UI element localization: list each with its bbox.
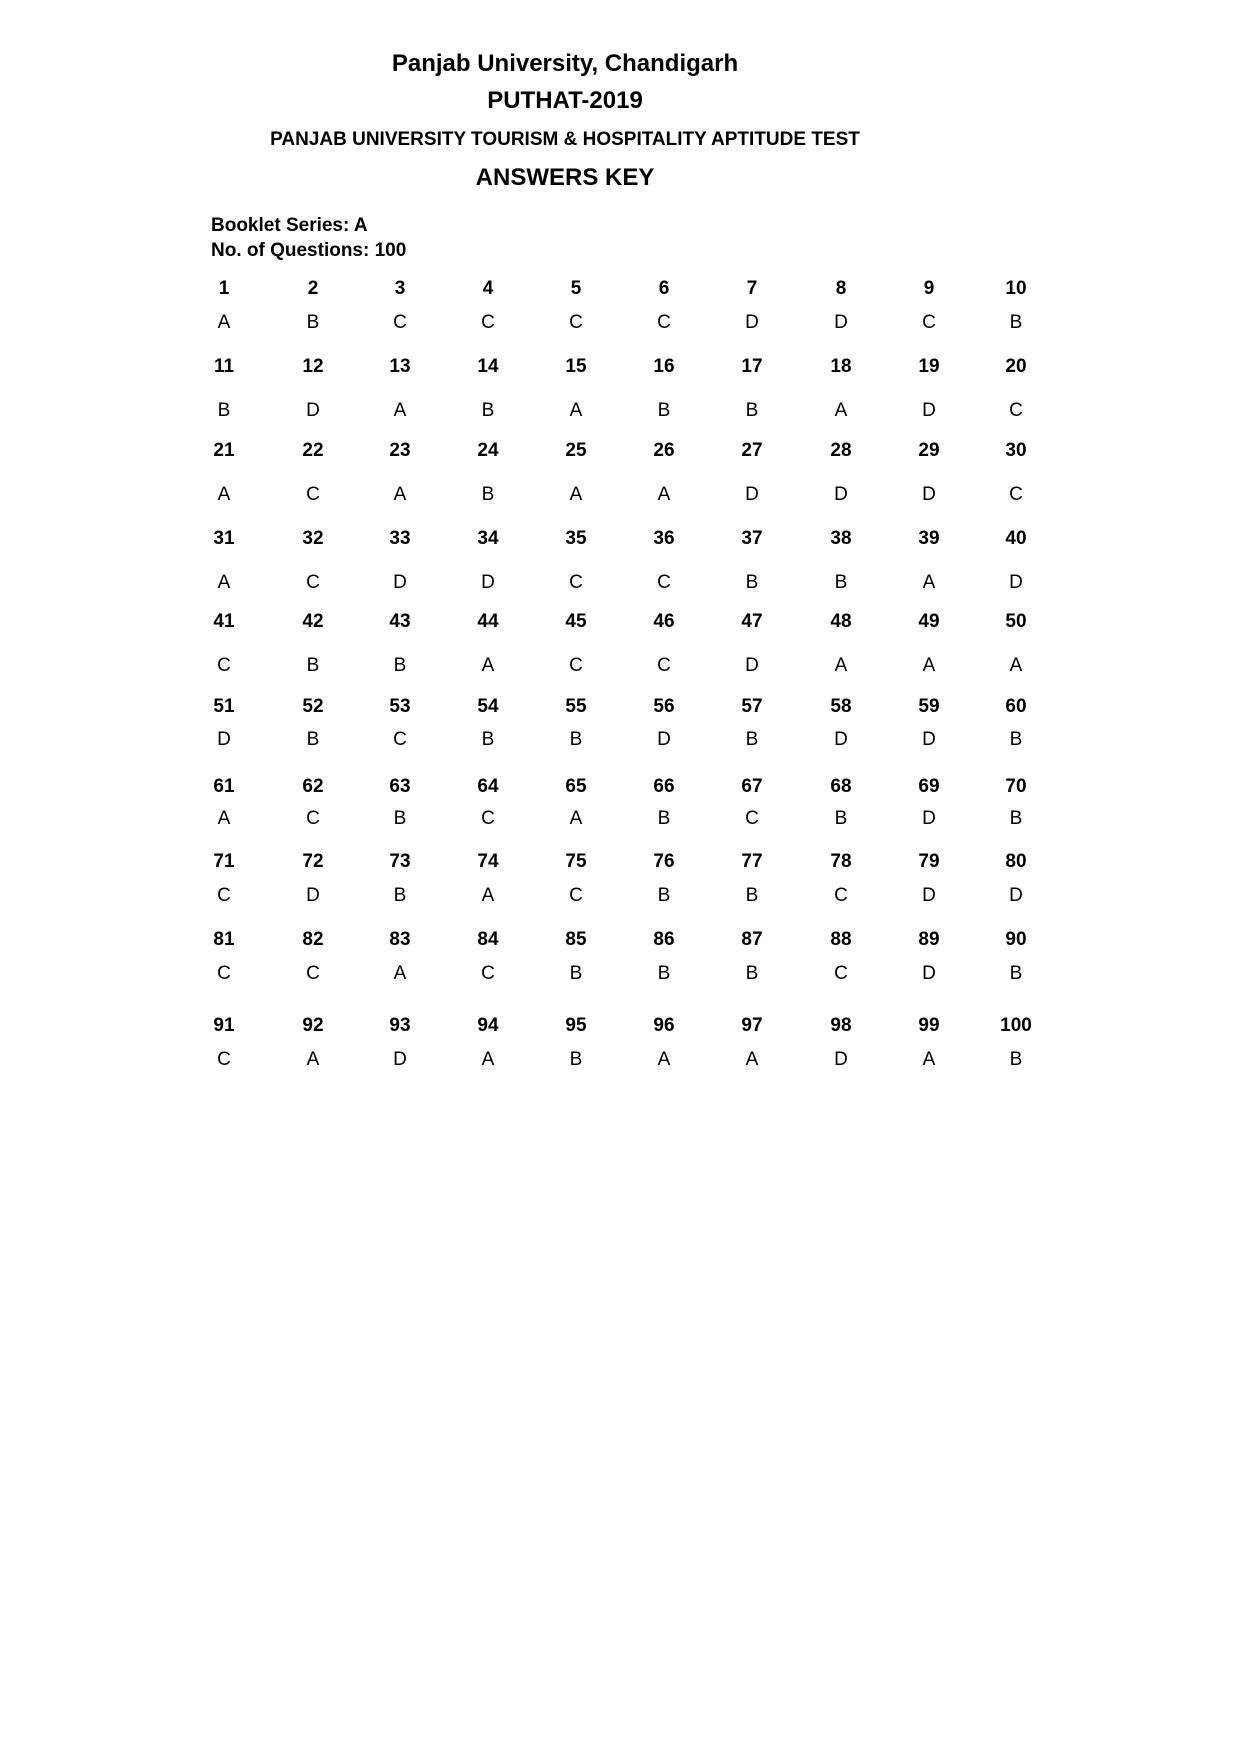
answer-option: B	[393, 808, 407, 829]
answer-option: D	[922, 400, 936, 421]
question-number: 65	[565, 776, 587, 797]
answer-option: A	[217, 484, 231, 505]
question-number: 96	[653, 1015, 675, 1036]
answer-option: A	[393, 484, 407, 505]
question-number: 32	[302, 528, 324, 549]
question-number: 2	[307, 278, 319, 299]
question-number: 76	[653, 851, 675, 872]
question-number: 53	[389, 696, 411, 717]
question-number: 99	[918, 1015, 940, 1036]
answer-option: C	[834, 885, 848, 906]
question-number: 60	[1005, 696, 1027, 717]
answer-option: B	[569, 1049, 583, 1070]
question-number: 58	[830, 696, 852, 717]
question-number: 16	[653, 356, 675, 377]
answer-option: D	[922, 885, 936, 906]
university-name: Panjab University, Chandigarh	[391, 50, 739, 77]
question-number: 4	[482, 278, 494, 299]
answer-option: B	[745, 572, 759, 593]
question-number: 92	[302, 1015, 324, 1036]
answer-option: D	[1009, 885, 1023, 906]
question-number: 51	[213, 696, 235, 717]
answer-option: C	[306, 963, 320, 984]
answer-option: B	[745, 729, 759, 750]
question-number: 100	[1000, 1015, 1032, 1036]
answer-option: B	[1009, 1049, 1023, 1070]
answer-option: D	[306, 885, 320, 906]
question-number: 57	[741, 696, 763, 717]
answer-option: B	[657, 808, 671, 829]
question-number: 55	[565, 696, 587, 717]
question-number: 36	[653, 528, 675, 549]
question-number: 88	[830, 929, 852, 950]
booklet-series: Booklet Series: A	[211, 215, 368, 236]
question-number: 47	[741, 611, 763, 632]
question-number: 14	[477, 356, 499, 377]
answer-option: A	[569, 808, 583, 829]
question-number: 9	[923, 278, 935, 299]
answer-option: A	[834, 655, 848, 676]
answer-option: B	[393, 655, 407, 676]
answer-option: A	[1009, 655, 1023, 676]
answer-option: C	[217, 1049, 231, 1070]
question-number: 87	[741, 929, 763, 950]
question-number: 49	[918, 611, 940, 632]
answer-option: C	[306, 572, 320, 593]
question-number: 7	[746, 278, 758, 299]
question-number: 15	[565, 356, 587, 377]
answer-option: B	[1009, 963, 1023, 984]
answer-option: B	[217, 400, 231, 421]
question-number: 41	[213, 611, 235, 632]
question-number: 72	[302, 851, 324, 872]
answer-option: A	[393, 963, 407, 984]
answer-option: B	[569, 963, 583, 984]
answer-option: C	[217, 885, 231, 906]
answer-option: C	[569, 572, 583, 593]
answer-option: D	[834, 1049, 848, 1070]
question-number: 52	[302, 696, 324, 717]
answer-option: B	[306, 655, 320, 676]
answer-option: B	[481, 484, 495, 505]
answer-option: C	[1009, 484, 1023, 505]
answer-option: C	[1009, 400, 1023, 421]
answer-option: B	[834, 808, 848, 829]
question-number: 25	[565, 440, 587, 461]
question-number: 89	[918, 929, 940, 950]
question-number: 44	[477, 611, 499, 632]
question-number: 33	[389, 528, 411, 549]
question-number: 19	[918, 356, 940, 377]
answer-option: D	[481, 572, 495, 593]
answer-option: D	[922, 963, 936, 984]
question-number: 84	[477, 929, 499, 950]
answer-option: D	[393, 572, 407, 593]
answer-option: A	[569, 400, 583, 421]
question-number: 18	[830, 356, 852, 377]
test-name: PANJAB UNIVERSITY TOURISM & HOSPITALITY APTITUDE TEST	[270, 129, 860, 150]
question-number: 43	[389, 611, 411, 632]
answer-option: C	[306, 484, 320, 505]
answer-option: A	[922, 655, 936, 676]
question-number: 69	[918, 776, 940, 797]
question-number: 48	[830, 611, 852, 632]
question-number: 1	[218, 278, 230, 299]
question-number: 97	[741, 1015, 763, 1036]
answer-option: C	[569, 655, 583, 676]
question-number: 38	[830, 528, 852, 549]
answer-option: C	[569, 885, 583, 906]
answer-option: A	[217, 572, 231, 593]
answer-option: A	[922, 572, 936, 593]
answer-option: B	[1009, 312, 1023, 333]
answer-option: C	[217, 655, 231, 676]
answer-option: A	[481, 1049, 495, 1070]
answer-option: B	[745, 885, 759, 906]
question-number: 34	[477, 528, 499, 549]
question-count: No. of Questions: 100	[211, 240, 407, 261]
answer-option: C	[481, 808, 495, 829]
question-number: 80	[1005, 851, 1027, 872]
question-number: 40	[1005, 528, 1027, 549]
question-number: 20	[1005, 356, 1027, 377]
answer-option: B	[657, 400, 671, 421]
question-number: 70	[1005, 776, 1027, 797]
answer-option: B	[393, 885, 407, 906]
answer-option: D	[657, 729, 671, 750]
answer-option: D	[922, 729, 936, 750]
question-number: 86	[653, 929, 675, 950]
question-number: 83	[389, 929, 411, 950]
answer-option: C	[745, 808, 759, 829]
answer-option: D	[1009, 572, 1023, 593]
answer-option: C	[217, 963, 231, 984]
answer-option: A	[745, 1049, 759, 1070]
answer-option: A	[217, 312, 231, 333]
question-number: 77	[741, 851, 763, 872]
answer-option: B	[657, 963, 671, 984]
answer-option: B	[834, 572, 848, 593]
question-number: 98	[830, 1015, 852, 1036]
question-number: 62	[302, 776, 324, 797]
answer-option: D	[922, 484, 936, 505]
answer-option: C	[922, 312, 936, 333]
question-number: 54	[477, 696, 499, 717]
question-number: 11	[213, 356, 235, 377]
question-number: 61	[213, 776, 235, 797]
question-number: 63	[389, 776, 411, 797]
answer-option: A	[657, 1049, 671, 1070]
question-number: 50	[1005, 611, 1027, 632]
answer-option: C	[393, 729, 407, 750]
question-number: 91	[213, 1015, 235, 1036]
question-number: 29	[918, 440, 940, 461]
question-number: 12	[302, 356, 324, 377]
answer-option: B	[657, 885, 671, 906]
question-number: 31	[213, 528, 235, 549]
question-number: 17	[741, 356, 763, 377]
question-number: 74	[477, 851, 499, 872]
question-number: 8	[835, 278, 847, 299]
question-number: 46	[653, 611, 675, 632]
answer-option: D	[834, 729, 848, 750]
question-number: 35	[565, 528, 587, 549]
answer-option: C	[834, 963, 848, 984]
answer-option: A	[481, 885, 495, 906]
answer-option: C	[481, 312, 495, 333]
question-number: 6	[658, 278, 670, 299]
question-number: 73	[389, 851, 411, 872]
answer-option: C	[657, 655, 671, 676]
question-number: 95	[565, 1015, 587, 1036]
answer-option: B	[306, 729, 320, 750]
answer-option: D	[834, 312, 848, 333]
question-number: 56	[653, 696, 675, 717]
question-number: 24	[477, 440, 499, 461]
question-number: 13	[389, 356, 411, 377]
answer-option: C	[657, 312, 671, 333]
answer-option: B	[306, 312, 320, 333]
answer-option: B	[481, 400, 495, 421]
question-number: 3	[394, 278, 406, 299]
answer-option: B	[745, 963, 759, 984]
answer-option: B	[1009, 729, 1023, 750]
answer-option: D	[922, 808, 936, 829]
question-number: 5	[570, 278, 582, 299]
answer-option: C	[481, 963, 495, 984]
question-number: 10	[1005, 278, 1027, 299]
answer-option: A	[657, 484, 671, 505]
question-number: 75	[565, 851, 587, 872]
answer-option: D	[834, 484, 848, 505]
document-title: ANSWERS KEY	[475, 164, 655, 191]
answer-option: A	[306, 1049, 320, 1070]
question-number: 39	[918, 528, 940, 549]
question-number: 66	[653, 776, 675, 797]
question-number: 85	[565, 929, 587, 950]
question-number: 37	[741, 528, 763, 549]
question-number: 21	[213, 440, 235, 461]
answer-option: D	[217, 729, 231, 750]
question-number: 45	[565, 611, 587, 632]
question-number: 27	[741, 440, 763, 461]
question-number: 68	[830, 776, 852, 797]
answer-option: C	[393, 312, 407, 333]
answer-option: A	[217, 808, 231, 829]
question-number: 93	[389, 1015, 411, 1036]
question-number: 90	[1005, 929, 1027, 950]
question-number: 22	[302, 440, 324, 461]
question-number: 42	[302, 611, 324, 632]
answer-option: B	[569, 729, 583, 750]
exam-code: PUTHAT-2019	[487, 87, 643, 114]
answer-option: C	[657, 572, 671, 593]
answer-option: B	[1009, 808, 1023, 829]
answer-option: C	[306, 808, 320, 829]
answer-option: A	[569, 484, 583, 505]
question-number: 23	[389, 440, 411, 461]
question-number: 71	[213, 851, 235, 872]
answer-option: A	[481, 655, 495, 676]
question-number: 64	[477, 776, 499, 797]
answer-option: D	[745, 312, 759, 333]
question-number: 81	[213, 929, 235, 950]
question-number: 94	[477, 1015, 499, 1036]
answer-option: D	[306, 400, 320, 421]
answer-option: D	[393, 1049, 407, 1070]
answer-option: A	[393, 400, 407, 421]
question-number: 26	[653, 440, 675, 461]
answer-option: C	[569, 312, 583, 333]
question-number: 59	[918, 696, 940, 717]
answer-option: A	[922, 1049, 936, 1070]
question-number: 82	[302, 929, 324, 950]
answer-option: A	[834, 400, 848, 421]
answer-option: B	[745, 400, 759, 421]
question-number: 78	[830, 851, 852, 872]
question-number: 79	[918, 851, 940, 872]
answer-option: D	[745, 655, 759, 676]
answer-option: D	[745, 484, 759, 505]
question-number: 28	[830, 440, 852, 461]
question-number: 30	[1005, 440, 1027, 461]
question-number: 67	[741, 776, 763, 797]
answer-option: B	[481, 729, 495, 750]
